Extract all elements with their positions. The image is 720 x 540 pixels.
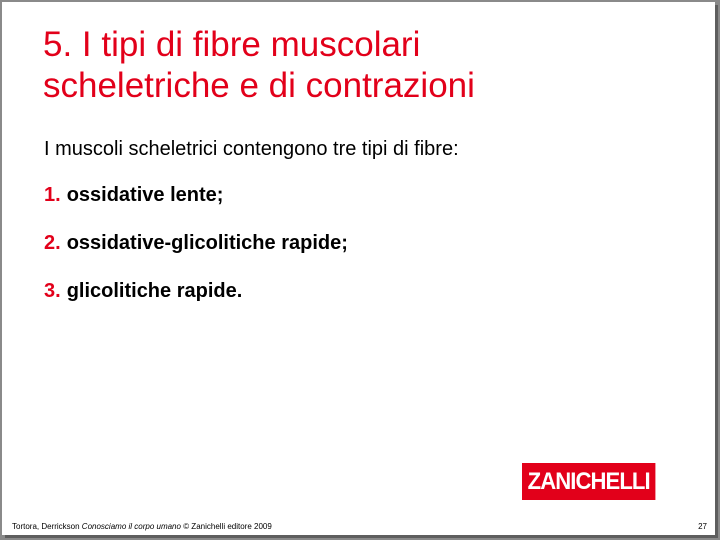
list-item-text: glicolitiche rapide.: [66, 280, 243, 302]
list-item-text: ossidative lente;: [66, 184, 224, 206]
list-item-number: 2.: [44, 232, 61, 254]
title-line-1: 5. I tipi di fibre muscolari: [43, 25, 421, 64]
slide-title: [43, 24, 663, 106]
footer-authors: Tortora, Derrickson: [12, 522, 82, 531]
intro-text: I muscoli scheletrici contengono tre tipi di fibre:: [44, 138, 459, 160]
footer-book-title: Conosciamo il corpo umano: [81, 522, 181, 531]
footer-publisher: © Zanichelli editore 2009: [180, 522, 272, 531]
list-item-number: 1.: [44, 184, 61, 206]
fiber-type-list: [44, 182, 348, 326]
list-item-number: 3.: [44, 280, 61, 302]
zanichelli-logo: ZANICHELLI: [522, 463, 655, 500]
list-item: [44, 182, 348, 230]
slide: [2, 2, 715, 535]
list-item-text: ossidative-glicolitiche rapide;: [66, 232, 348, 254]
list-item: [44, 230, 348, 278]
footer-citation: [12, 522, 272, 531]
title-line-2: scheletriche e di contrazioni: [43, 66, 475, 105]
page-number: 27: [698, 522, 707, 531]
list-item: [44, 278, 348, 326]
